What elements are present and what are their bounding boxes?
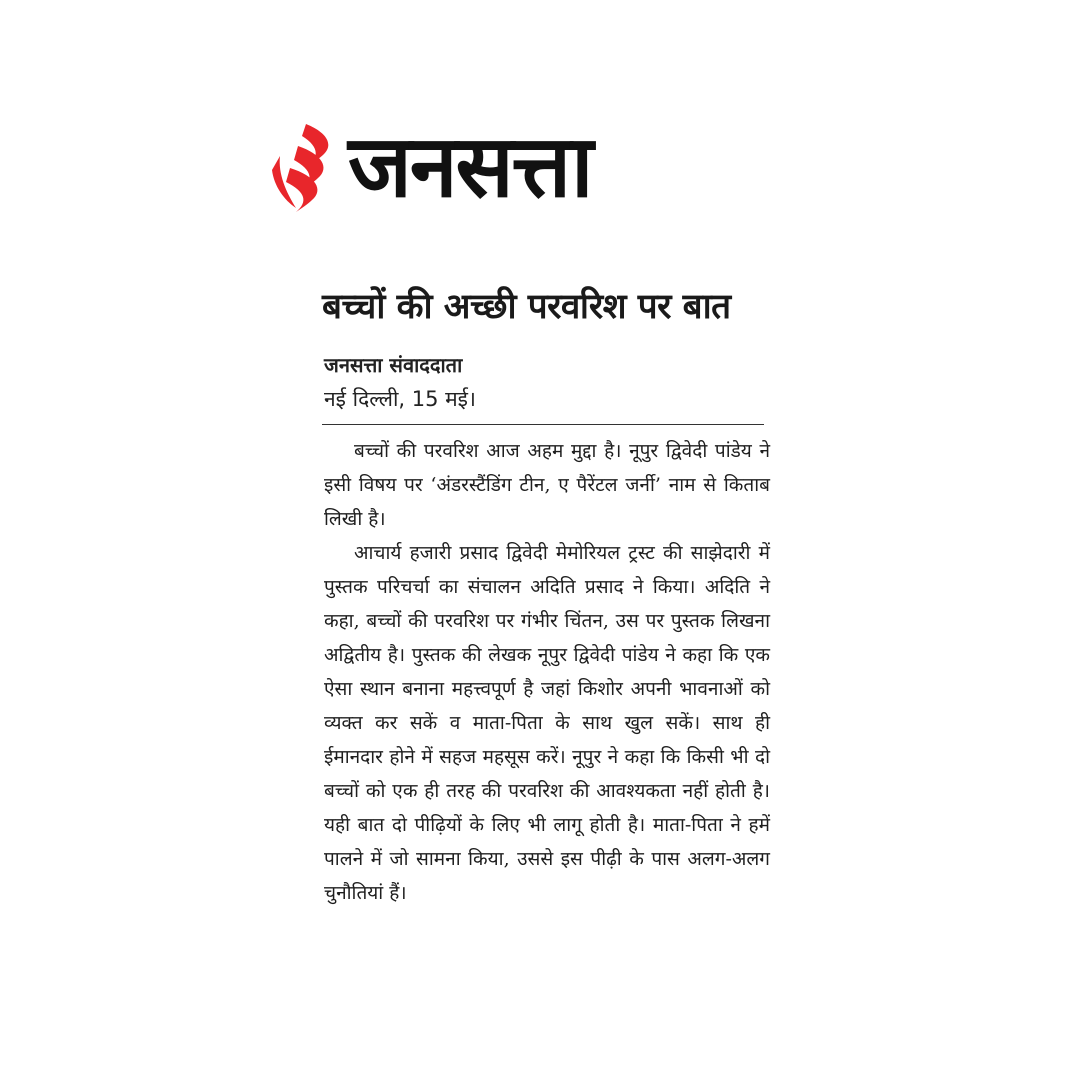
article-dateline: नई दिल्ली, 15 मई। — [324, 387, 476, 411]
article-body — [324, 434, 770, 910]
article-paragraph: आचार्य हजारी प्रसाद द्विवेदी मेमोरियल ट्रस्ट की साझेदारी में पुस्तक परिचर्चा का संचालन अदिति प्रसाद ने किया। अदिति ने कहा, बच्चों की परवरिश पर गंभीर चिंतन, उस पर पुस्तक लिखना अद्वितीय है। पुस्तक की लेखक नूपुर द्विवेदी पांडेय ने कहा कि एक ऐसा स्थान बनाना महत्त्वपूर्ण है जहां किशोर अपनी भावनाओं को व्यक्त कर सकें व माता-पिता के साथ खुल सकें। साथ ही ईमानदार होने में सहज महसूस करें। नूपुर ने कहा कि किसी भी दो बच्चों को एक ही तरह की परवरिश की आवश्यकता नहीं होती है। यही बात दो पीढ़ियों के लिए भी लागू होती है। माता-पिता ने हमें पालने में जो सामना किया, उससे इस पीढ़ी के पास अलग-अलग चुनौतियां हैं। — [324, 542, 770, 904]
article-headline: बच्चों की अच्छी परवरिश पर बात — [322, 287, 731, 327]
divider — [322, 424, 764, 425]
masthead — [268, 118, 830, 220]
masthead-title: जनसत्ता — [348, 117, 592, 217]
jansatta-logo-icon — [268, 118, 348, 220]
article-byline: जनसत्ता संवाददाता — [324, 353, 463, 377]
article-paragraph: बच्चों की परवरिश आज अहम मुद्दा है। नूपुर द्विवेदी पांडेय ने इसी विषय पर ‘अंडरस्टैंडिंग टीन, ए पैरेंटल जर्नी’ नाम से किताब लिखी है। — [324, 440, 770, 530]
